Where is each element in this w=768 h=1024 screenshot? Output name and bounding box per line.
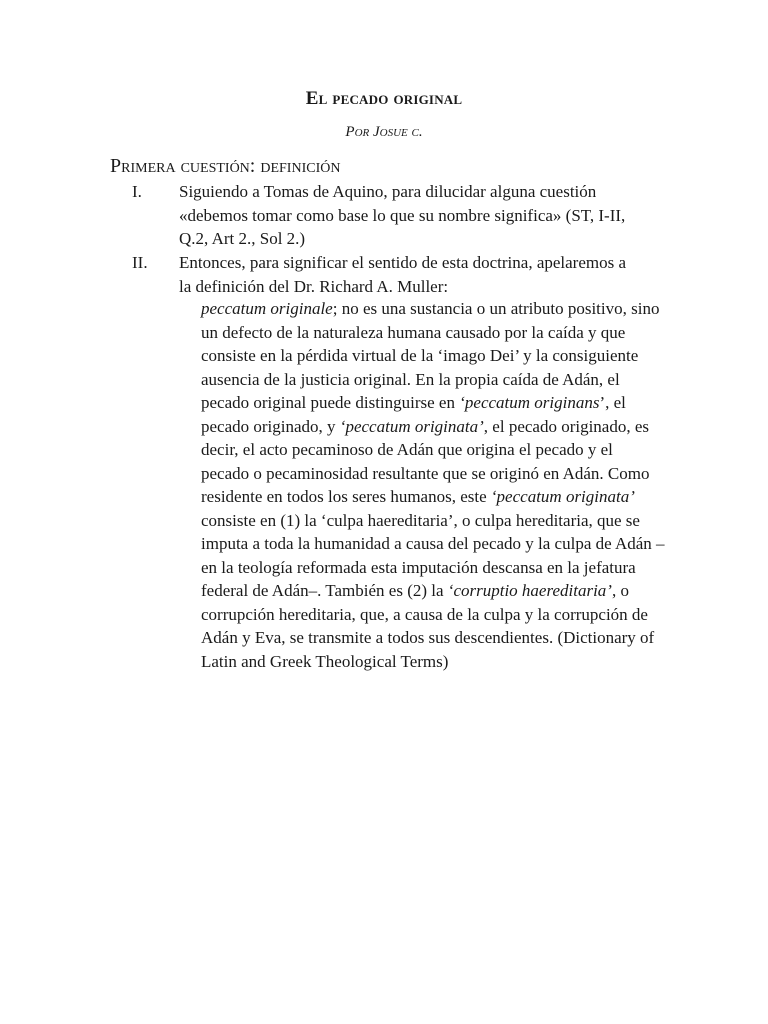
list-item-number: II. xyxy=(132,253,148,272)
latin-term: ‘peccatum originata’ xyxy=(339,416,484,436)
document-author: Por Josue c. xyxy=(345,124,423,140)
list-item-text: Siguiendo a Tomas de Aquino, para dilucidar alguna cuestión «debemos tomar como base lo que su nombre significa» (ST, I-II, Q.2, Art 2., Sol 2.) xyxy=(179,182,626,248)
block-quote xyxy=(201,297,665,673)
latin-term: ‘peccatum originata’ xyxy=(490,487,635,506)
quote-text: ’, el pecado originado, y xyxy=(201,393,626,436)
document-title: El pecado original xyxy=(305,88,463,109)
quote-text: consiste en (1) la ‘culpa haereditaria’, o culpa hereditaria, que se imputa a toda la humanidad a causa del pecado y la culpa de Adán – en la teología reformada esta imputación descansa en la jefatura federal de Adán–. También es (2) la xyxy=(201,510,665,600)
latin-term: ‘corruptio haereditaria’ xyxy=(447,581,612,600)
list-item xyxy=(110,180,670,251)
quote-text: , el pecado originado, es decir, el acto pecaminoso de Adán que origina el pecado y el pecado o pecaminosidad resultante que se originó en Adán. Como residente en todos los seres humanos, este xyxy=(201,416,650,506)
list-item-text: Entonces, para significar el sentido de esta doctrina, apelaremos a la definición del Dr. Richard A. Muller: xyxy=(179,253,627,296)
quote-text: , o corrupción hereditaria, que, a causa de la culpa y la corrupción de Adán y Eva, se transmite a todos sus descendientes. (Dictionary of Latin and Greek Theological Terms) xyxy=(201,581,655,671)
list-item-number: I. xyxy=(132,182,142,201)
quote-text: ; no es una sustancia o un atributo positivo, sino un defecto de la naturaleza humana causado por la caída y que consiste en la pérdida virtual de la ‘imago Dei’ y la consiguiente ausencia de la justicia original. En la propia caída de Adán, el pecado original puede distinguirse en xyxy=(201,299,660,412)
latin-term: peccatum originale xyxy=(201,299,333,318)
section-heading: Primera cuestión: definición xyxy=(110,155,341,177)
list-item xyxy=(110,251,670,298)
latin-term: ‘peccatum originans xyxy=(459,393,600,412)
